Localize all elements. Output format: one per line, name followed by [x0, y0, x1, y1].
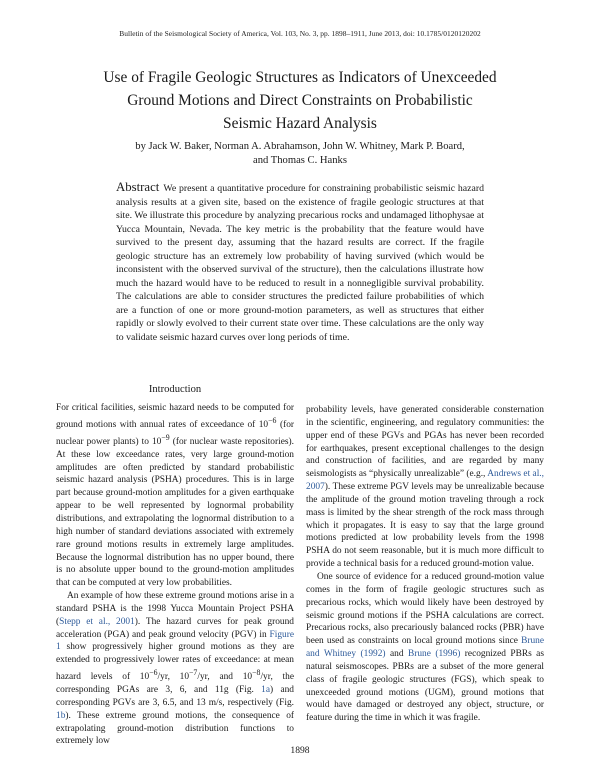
abstract — [116, 181, 484, 344]
figure-link[interactable]: 1b — [56, 710, 66, 721]
figure-link[interactable]: 1a — [261, 685, 271, 696]
title-line: Seismic Hazard Analysis — [223, 115, 377, 132]
section-heading-introduction: Introduction — [148, 384, 202, 395]
page-number: 1898 — [290, 745, 310, 756]
body-column-left — [56, 402, 294, 748]
abstract-label: Abstract — [116, 180, 160, 194]
paragraph: An example of how these extreme ground motions arise in a standard PSHA is the 1998 Yucca Mountain Project PSHA (Stepp et al., 2001). The hazard curves for peak ground acceleration (PGA) and peak ground velocity (PGV) in Figure 1 show progressively higher ground motions as they are extended to progressively lower rates of exceedance: at mean hazard levels of $10^{-6}/yr$, $10^{-7}/yr$, and $10^{-8}/yr$, the corresponding PGAs are 3, 6, and 11g (Fig. 1a) and corresponding PGVs are 3, 6.5, and 13 m/s, respectively (Fig. 1b). These extreme ground motions, the consequence of extrapolating ground-motion distribution functions to extremely low — [56, 591, 294, 747]
citation-link[interactable]: Brune (1996) — [407, 649, 461, 660]
title-line: Ground Motions and Direct Constraints on Probabilistic — [127, 92, 473, 109]
figure-link[interactable]: Figure 1 — [56, 629, 294, 653]
citation-link[interactable]: Brune and Whitney (1992) — [306, 636, 544, 660]
paragraph: For critical facilities, seismic hazard needs to be computed for ground motions with annual rates of exceedance of $10^{-6}$ (for nuclear power plants) to $10^{-9}$ (for nuclear waste repositories). At these low exceedance rates, very large ground-motion amplitudes are often predicted by standard probabilistic seismic hazard analysis (PSHA) procedures. This is in large part because ground-motion amplitudes for a given earthquake appear to be well represented by lognormal probability distributions, and extrapolating the lognormal distribution to a high number of standard deviations associated with extremely rare ground motions results in extremely large amplitudes. Because the lognormal distribution has no upper bound, there is no absolute upper bound to the ground-motion amplitudes that can be computed at very low probabilities. — [56, 403, 294, 589]
body-column-right — [306, 404, 544, 725]
paper-title — [60, 66, 540, 135]
author-list — [70, 140, 530, 167]
running-head: Bulletin of the Seismological Society of America, Vol. 103, No. 3, pp. 1898–1911, June 2013, doi: 10.1785/0120120202 — [119, 29, 481, 38]
author-line: by Jack W. Baker, Norman A. Abrahamson, John W. Whitney, Mark P. Board, — [135, 141, 465, 152]
author-line: and Thomas C. Hanks — [253, 154, 347, 166]
citation-link[interactable]: Andrews et al., 2007 — [306, 469, 544, 493]
abstract-text: We present a quantitative procedure for constraining probabilistic seismic hazard analysis results at a given site, based on the existence of fragile geologic structures at that site. We illustrate this procedure by analyzing precarious rocks and undamaged lithophysae at Yucca Mountain, Nevada. The key metric is the probability that the feature would have survived to the present day, assuming that the hazard results are correct. If the fragile geologic structure has an extremely low probability of having survived (which would be inconsistent with the observed survival of the structure), then the calculations illustrate how much the hazard would have to be reduced to result in a nonnegligible survival probability. The calculations are able to consider structures the predicted failure probabilities of which are a function of one or more ground-motion parameters, as well as structures that either rapidly or slowly evolved to their current state over time. These calculations are the only way to validate seismic hazard curves over long periods of time. — [116, 183, 484, 343]
citation-link[interactable]: Stepp et al., 2001 — [59, 616, 135, 627]
title-line: Use of Fragile Geologic Structures as Indicators of Unexceeded — [103, 69, 497, 86]
paragraph: One source of evidence for a reduced ground-motion value comes in the form of fragile geologic structures such as precarious rocks, which would likely have been destroyed by seismic ground motions if the PSHA calculations are correct. Precarious rocks, also precariously balanced rocks (PBR) have been used as constraints on local ground motions since Brune and Whitney (1992) and Brune (1996) recognized PBRs as natural seismoscopes. PBRs are a subset of the more general class of fragile geologic structures (FGS), which speak to unexceeded ground motions (UGM), ground motions that would have damaged or destroyed any object, structure, or feature during the time in which it was fragile. — [306, 571, 544, 724]
paragraph: probability levels, have generated considerable consternation in the scientific, engineering, and regulatory communities: the upper end of these PGVs and PGAs has never been recorded for earthquakes, present exceptional challenges to the design and construction of facilities, and are regarded by many seismologists as “physically unrealizable” (e.g., Andrews et al., 2007). These extreme PGV levels may be unrealizable because the amplitude of the ground motion traveling through a rock mass is limited by the shear strength of the rock mass through which it propagates. It is easy to say that the large ground motions predicted at low probability levels from the 1998 PSHA do not seem reasonable, but it is much more difficult to provide a technical basis for a reduced ground-motion value. — [306, 405, 544, 570]
